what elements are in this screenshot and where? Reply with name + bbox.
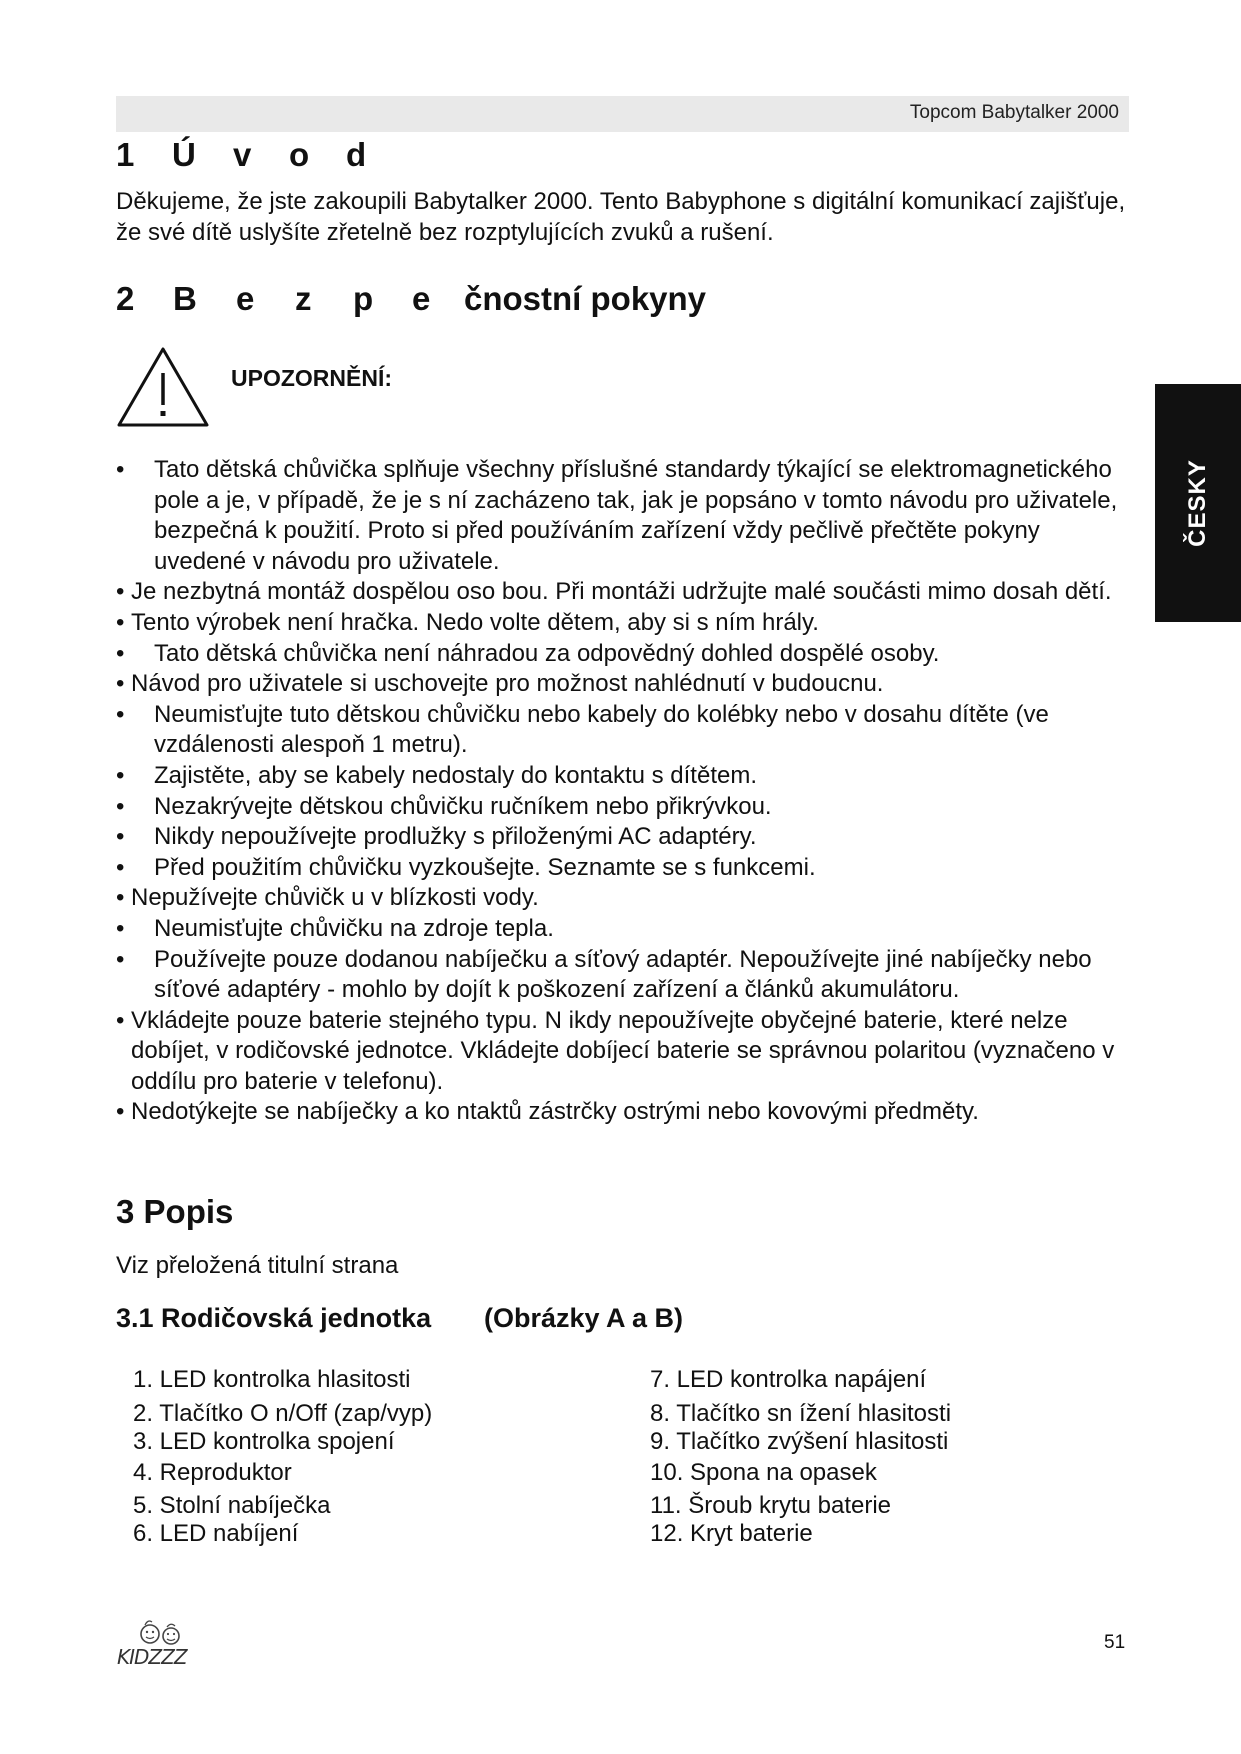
list-item: • Zajistěte, aby se kabely nedostaly do kontaktu s dítětem. <box>116 761 1126 792</box>
list-item: • Nezakrývejte dětskou chůvičku ručníkem nebo přikrývkou. <box>116 792 1126 823</box>
svg-text:KIDZZZ: KIDZZZ <box>117 1645 187 1669</box>
subsection-title: 3.1 Rodičovská jednotka <box>116 1303 432 1333</box>
language-tab-label: ČESKY <box>1184 459 1211 547</box>
list-item: 8. Tlačítko sn ížení hlasitosti <box>650 1400 952 1427</box>
list-item: 5. Stolní nabíječka <box>133 1492 331 1519</box>
heading-part: p <box>353 280 374 317</box>
list-item: • Nikdy nepoužívejte prodlužky s přiloženými AC adaptéry. <box>116 822 1126 853</box>
section-1-heading <box>116 136 366 174</box>
heading-part: o <box>289 136 310 173</box>
heading-part: B <box>173 280 197 317</box>
list-item: • Tato dětská chůvička není náhradou za odpovědný dohled dospělé osoby. <box>116 639 1126 670</box>
list-item: 10. Spona na opasek <box>650 1459 877 1486</box>
heading-part: 2 <box>116 280 135 317</box>
warning-label: UPOZORNĚNÍ: <box>231 365 392 391</box>
list-item: • Je nezbytná montáž dospělou oso bou. Při montáži udržujte malé součásti mimo dosah dětí. <box>116 577 1126 608</box>
warning-triangle-icon <box>115 345 211 429</box>
header-title: Topcom Babytalker 2000 <box>909 102 1119 123</box>
list-item: • Nedotýkejte se nabíječky a ko ntaktů zástrčky ostrými nebo kovovými předměty. <box>116 1097 1126 1128</box>
list-item: • Nepužívejte chůvičk u v blízkosti vody. <box>116 883 1126 914</box>
parts-list-right <box>650 1364 951 1549</box>
list-item: • Používejte pouze dodanou nabíječku a síťový adaptér. Nepoužívejte jiné nabíječky nebo síťové adaptéry - mohlo by dojít k poškození zařízení a článků akumulátoru. <box>116 945 1126 1006</box>
heading-part: e <box>236 280 255 317</box>
list-item: • Tato dětská chůvička splňuje všechny příslušné standardy týkající se elektromagnetického pole a je, v případě, že je s ní zacházeno tak, jak je popsáno v tomto návodu pro uživatele, bezpečná k použití. Proto si před používáním zařízení vždy pečlivě přečtěte pokyny uvedené v návodu pro uživatele. <box>116 455 1126 577</box>
list-item: • Před použitím chůvičku vyzkoušejte. Seznamte se s funkcemi. <box>116 853 1126 884</box>
section-3-heading: 3 Popis <box>116 1193 234 1230</box>
list-item: • Vkládejte pouze baterie stejného typu. N ikdy nepoužívejte obyčejné baterie, které nelze dobíjet, v rodičovské jednotce. Vkládejte dobíjecí baterie se správnou polaritou (vyznačeno v oddílu pro baterie v telefonu). <box>116 1006 1126 1098</box>
list-item: • Neumisťujte tuto dětskou chůvičku nebo kabely do kolébky nebo v dosahu dítěte (ve vzdálenosti alespoň 1 metru). <box>116 700 1126 761</box>
list-item: 3. LED kontrolka spojení <box>133 1428 395 1455</box>
safety-list <box>116 455 1126 1128</box>
page-number: 51 <box>1104 1632 1126 1653</box>
list-item: 4. Reproduktor <box>133 1459 292 1486</box>
list-item: 11. Šroub krytu baterie <box>650 1492 892 1519</box>
kidzzz-logo <box>115 1612 205 1672</box>
list-item: 2. Tlačítko O n/Off (zap/vyp) <box>133 1400 433 1427</box>
heading-part: Ú <box>172 136 196 173</box>
heading-part: z <box>295 280 312 317</box>
list-item: 1. LED kontrolka hlasitosti <box>133 1366 411 1393</box>
heading-part: e <box>412 280 431 317</box>
subsection-heading <box>116 1303 684 1334</box>
list-item: • Návod pro uživatele si uschovejte pro možnost nahlédnutí v budoucnu. <box>116 669 1126 700</box>
heading-part: v <box>233 136 252 173</box>
heading-part: d <box>346 136 367 173</box>
list-item: 12. Kryt baterie <box>650 1520 813 1547</box>
list-item: 6. LED nabíjení <box>133 1520 299 1547</box>
subsection-figure-ref: (Obrázky A a B) <box>484 1303 684 1333</box>
list-item: 9. Tlačítko zvýšení hlasitosti <box>650 1428 949 1455</box>
heading-part: 1 <box>116 136 135 173</box>
section-2-heading <box>116 280 706 318</box>
language-tab <box>1155 384 1241 622</box>
list-item: 7. LED kontrolka napájení <box>650 1366 927 1393</box>
list-item: • Tento výrobek není hračka. Nedo volte dětem, aby si s ním hrály. <box>116 608 1126 639</box>
section-3-text: Viz přeložená titulní strana <box>116 1252 399 1279</box>
section-1-text: Děkujeme, že jste zakoupili Babytalker 2000. Tento Babyphone s digitální komunikací zajišťuje, že své dítě uslyšíte zřetelně bez rozptylujících zvuků a rušení. <box>116 188 1126 246</box>
header-bar <box>116 96 1129 132</box>
heading-part: čnostní pokyny <box>464 280 707 317</box>
list-item: • Neumisťujte chůvičku na zdroje tepla. <box>116 914 1126 945</box>
parts-list-left <box>133 1364 432 1549</box>
